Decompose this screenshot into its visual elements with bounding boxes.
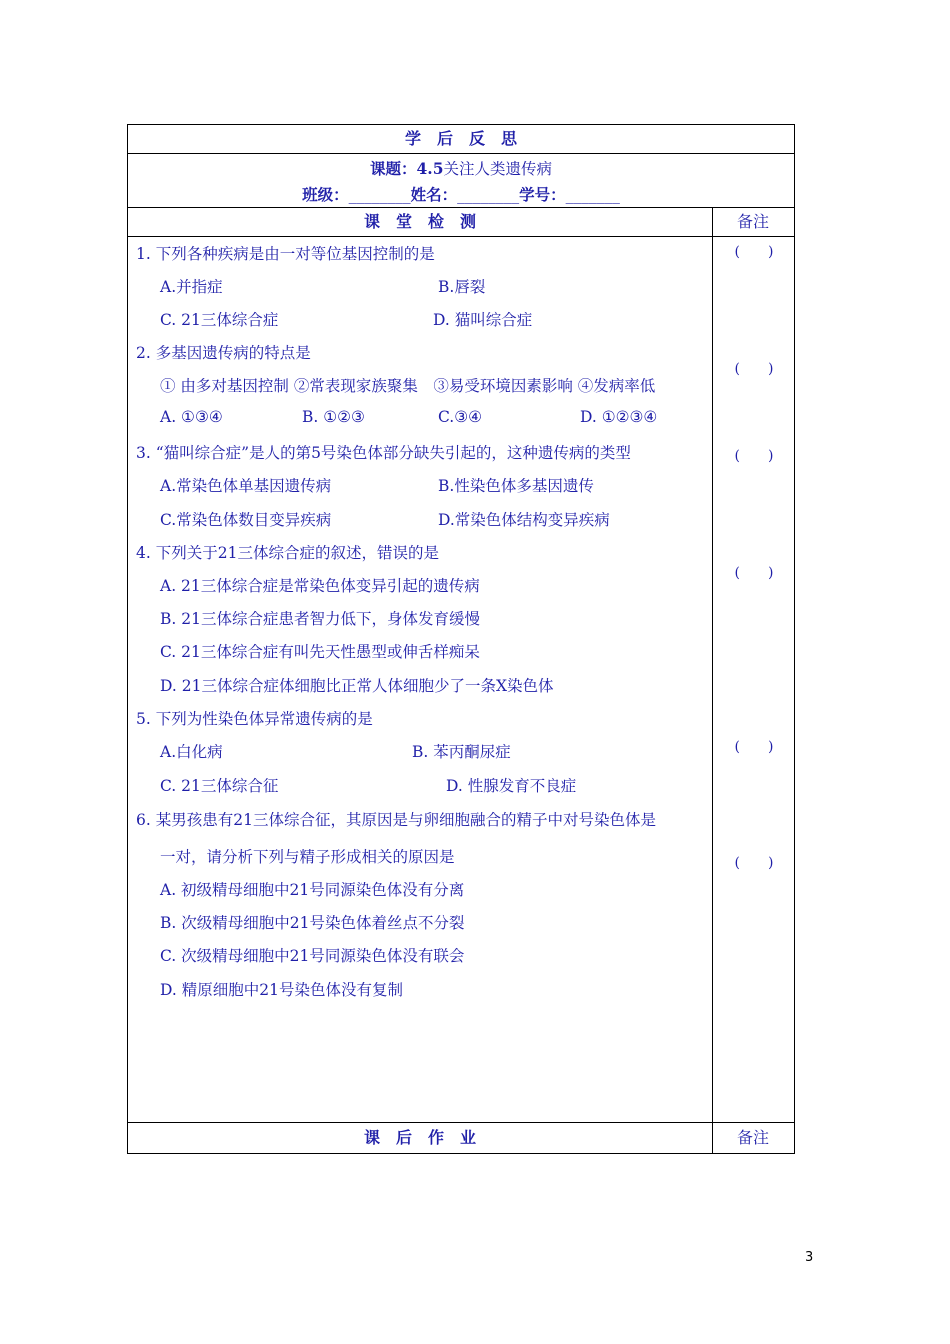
answer-blank-6[interactable]: ( ) [734,855,774,871]
answer-blank-3[interactable]: ( ) [734,448,774,464]
column-divider [712,208,713,1123]
option: C.③④ [438,408,483,426]
question-2: 2. 多基因遗传病的特点是 [136,344,311,362]
option: C. 21三体综合症有叫先天性愚型或伸舌样痴呆 [160,643,480,661]
section-title: 课 堂 检 测 [363,212,476,231]
student-info-line [128,183,794,205]
option: D. 性腺发育不良症 [446,777,577,795]
question-5: 5. 下列为性染色体异常遗传病的是 [136,710,373,728]
topic-label: 课题： [370,159,417,178]
answer-blank-1[interactable]: ( ) [734,244,774,260]
class-field[interactable]: ________ [348,186,411,204]
topic-name: 关注人类遗传病 [443,160,552,178]
option: C.常染色体数目变异疾病 [160,511,332,529]
question-1: 1. 下列各种疾病是由一对等位基因控制的是 [136,245,435,263]
id-field[interactable]: _______ [565,186,620,204]
answer-blank-5[interactable]: ( ) [734,739,774,755]
option: C. 次级精母细胞中21号同源染色体没有联会 [160,947,465,965]
question-6: 6. 某男孩患有21三体综合征，其原因是与卵细胞融合的精子中对号染色体是 [136,811,656,829]
title-row [128,125,794,154]
worksheet-table [127,124,795,1154]
question-4: 4. 下列关于21三体综合症的叙述，错误的是 [136,544,439,562]
option: B.性染色体多基因遗传 [438,477,594,495]
option: D. 21三体综合症体细胞比正常人体细胞少了一条X染色体 [160,677,554,695]
option: B. 21三体综合症患者智力低下，身体发育缓慢 [160,610,480,628]
page-number: 3 [805,1250,814,1265]
name-label: 姓名： [410,185,458,204]
statement: ① 由多对基因控制 ②常表现家族聚集 ③易受环境因素影响 ④发病率低 [160,377,656,395]
section-header-homework [128,1123,794,1153]
section-header-classroom [128,208,794,237]
option: C. 21三体综合症 [160,311,279,329]
option: B. ①②③ [302,408,365,426]
note-column-header: 备注 [736,212,769,231]
option: A.常染色体单基因遗传病 [160,477,332,495]
info-row [128,154,794,208]
option: B.唇裂 [438,278,486,296]
option: C. 21三体综合征 [160,777,279,795]
option: A.白化病 [160,743,223,761]
class-label: 班级： [302,185,349,204]
column-divider [712,1123,713,1153]
section-title: 课 后 作 业 [363,1128,476,1147]
questions-body [128,237,794,1123]
option: D. 精原细胞中21号染色体没有复制 [160,981,403,999]
name-field[interactable]: ________ [457,186,520,204]
topic-line [128,157,794,179]
option: D. 猫叫综合症 [433,311,533,329]
topic-number: 4.5 [416,159,444,178]
option: D.常染色体结构变异疾病 [438,511,610,529]
option: B. 苯丙酮尿症 [412,743,511,761]
option: B. 次级精母细胞中21号染色体着丝点不分裂 [160,914,465,932]
page-title: 学 后 反 思 [404,129,517,148]
id-label: 学号： [519,185,566,204]
question-3: 3. “猫叫综合症”是人的第5号染色体部分缺失引起的，这种遗传病的类型 [136,444,631,462]
option: D. ①②③④ [580,408,658,426]
answer-blank-4[interactable]: ( ) [734,565,774,581]
note-column-header: 备注 [736,1128,769,1147]
question-6-continued: 一对，请分析下列与精子形成相关的原因是 [160,848,455,866]
answer-blank-2[interactable]: ( ) [734,361,774,377]
option: A. 初级精母细胞中21号同源染色体没有分离 [160,881,465,899]
option: A. 21三体综合症是常染色体变异引起的遗传病 [160,577,480,595]
option: A. ①③④ [160,408,223,426]
option: A.并指症 [160,278,223,296]
